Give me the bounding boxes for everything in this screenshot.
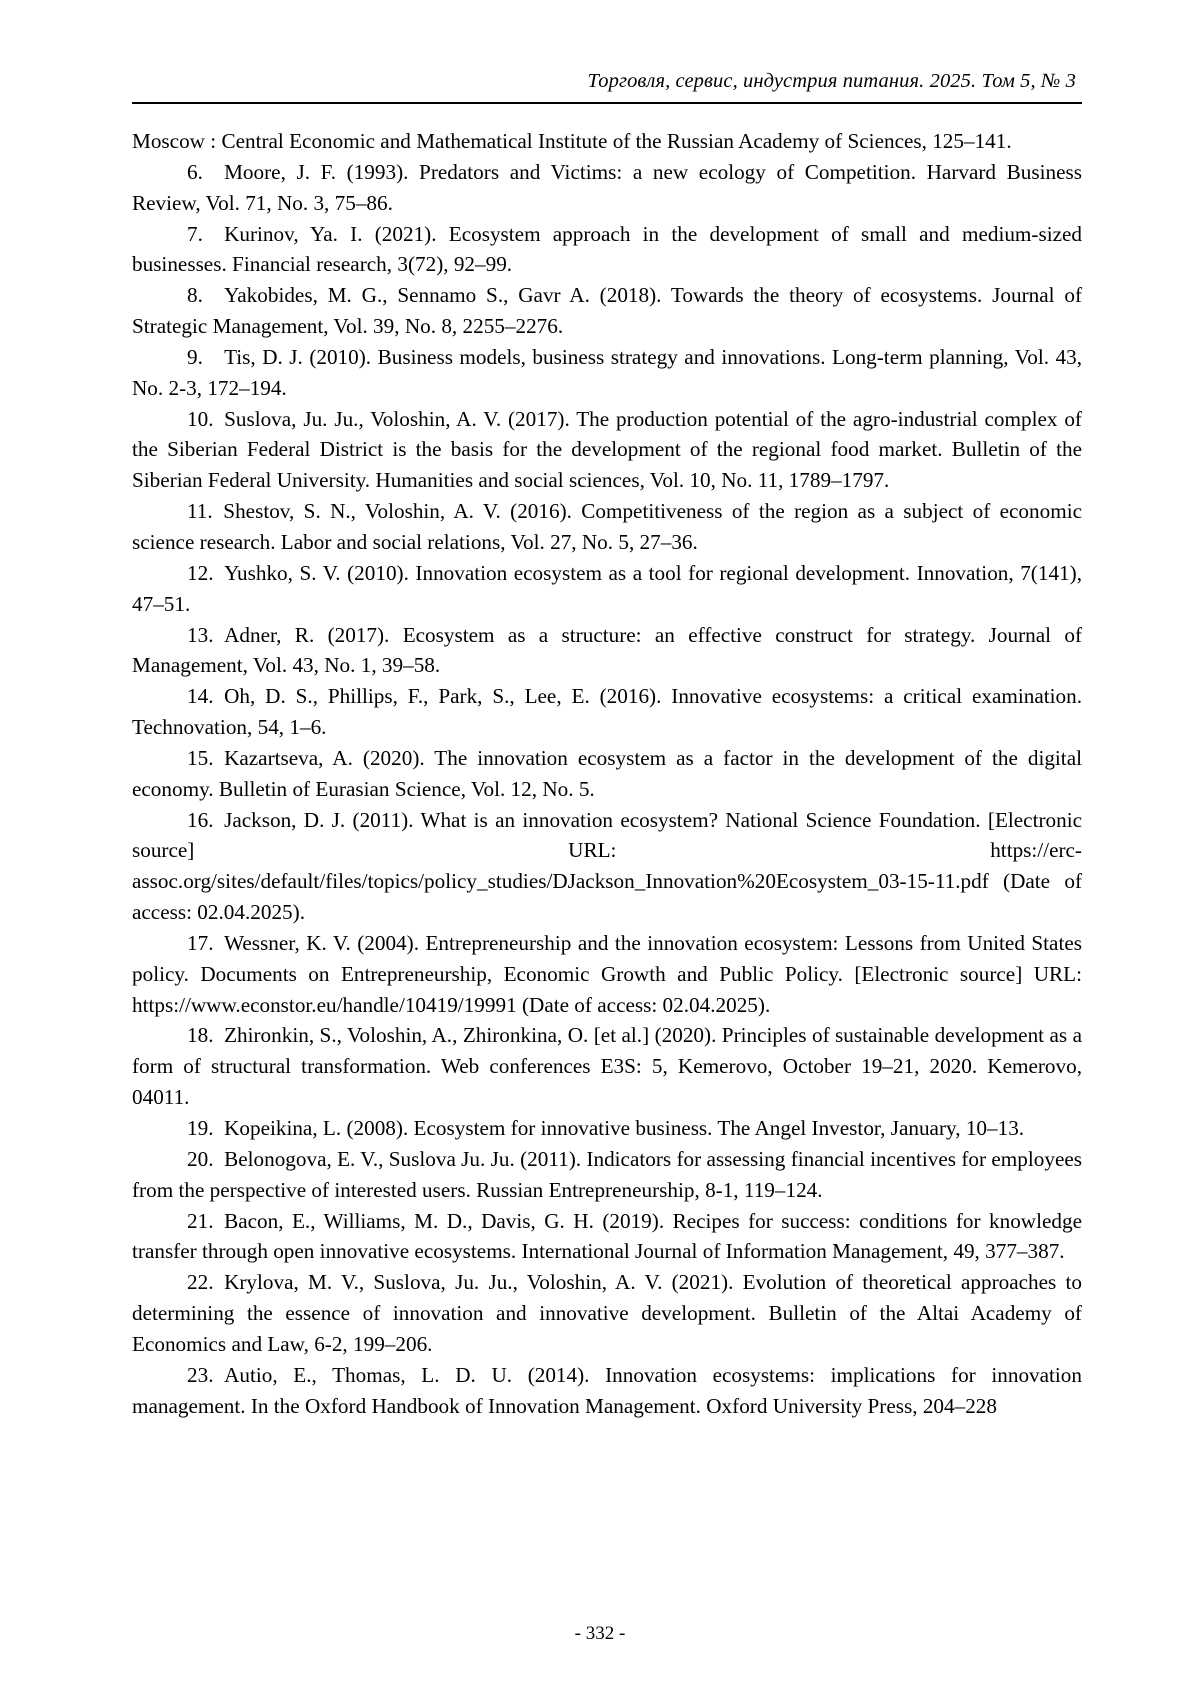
reference-item: 14. Oh, D. S., Phillips, F., Park, S., Lee, E. (2016). Innovative ecosystems: a critical examination. Technovation, 54, 1–6. bbox=[132, 684, 1082, 740]
reference-item: 22. Krylova, M. V., Suslova, Ju. Ju., Voloshin, A. V. (2021). Evolution of theoretical approaches to determining the essence of innovation and innovative development. Bulletin of the Altai Academy of Economics and Law, 6-2, 199–206. bbox=[132, 1270, 1082, 1356]
reference-item: 11. Shestov, S. N., Voloshin, A. V. (2016). Competitiveness of the region as a subject of economic science research. Labor and social relations, Vol. 27, No. 5, 27–36. bbox=[132, 499, 1082, 554]
running-head: Торговля, сервис, индустрия питания. 2025. Том 5, № 3 bbox=[587, 70, 1076, 92]
header-divider bbox=[132, 102, 1082, 104]
reference-item: 12. Yushko, S. V. (2010). Innovation ecosystem as a tool for regional development. Innovation, 7(141), 47–51. bbox=[132, 560, 1082, 616]
reference-item: 8. Yakobides, M. G., Sennamo S., Gavr A. (2018). Towards the theory of ecosystems. Journal of Strategic Management, Vol. 39, No. 8, 2255–2276. bbox=[132, 283, 1082, 339]
page-number: - 332 - bbox=[574, 1623, 626, 1644]
reference-item: 17. Wessner, K. V. (2004). Entrepreneurship and the innovation ecosystem: Lessons from United States policy. Documents on Entrepreneurship, Economic Growth and Public Policy. [Electronic source] URL: https://www.econstor.eu/handle/10419/19991 (Date of access: 02.04.2025). bbox=[132, 930, 1082, 1017]
reference-list bbox=[132, 126, 1082, 1421]
reference-item: 6. Moore, J. F. (1993). Predators and Victims: a new ecology of Competition. Harvard Business Review, Vol. 71, No. 3, 75–86. bbox=[132, 159, 1082, 215]
reference-item: 16. Jackson, D. J. (2011). What is an innovation ecosystem? National Science Foundation. [Electronic source] URL: https://erc-assoc.org/sites/default/files/topics/policy_studies/DJackson_Innovation%20Ecosystem_03-15-11.pdf (Date of access: 02.04.2025). bbox=[132, 807, 1082, 925]
reference-item: 20. Belonogova, E. V., Suslova Ju. Ju. (2011). Indicators for assessing financial incentives for employees from the perspective of interested users. Russian Entrepreneurship, 8-1, 119–124. bbox=[132, 1146, 1082, 1202]
reference-item: 18. Zhironkin, S., Voloshin, A., Zhironkina, O. [et al.] (2020). Principles of sustainable development as a form of structural transformation. Web conferences E3S: 5, Kemerovo, October 19–21, 2020. Kemerovo, 04011. bbox=[132, 1023, 1082, 1110]
reference-item: 13. Adner, R. (2017). Ecosystem as a structure: an effective construct for strategy. Journal of Management, Vol. 43, No. 1, 39–58. bbox=[132, 622, 1082, 678]
reference-item: 10. Suslova, Ju. Ju., Voloshin, A. V. (2017). The production potential of the agro-industrial complex of the Siberian Federal District is the basis for the development of the regional food market. Bulletin of the Siberian Federal University. Humanities and social sciences, Vol. 10, No. 11, 1789–1797. bbox=[132, 406, 1082, 493]
reference-item: 15. Kazartseva, A. (2020). The innovation ecosystem as a factor in the development of the digital economy. Bulletin of Eurasian Science, Vol. 12, No. 5. bbox=[132, 745, 1082, 801]
reference-item: 19. Kopeikina, L. (2008). Ecosystem for innovative business. The Angel Investor, January, 10–13. bbox=[187, 1116, 1025, 1140]
reference-item: 21. Bacon, E., Williams, M. D., Davis, G. H. (2019). Recipes for success: conditions for knowledge transfer through open innovative ecosystems. International Journal of Information Management, 49, 377–387. bbox=[132, 1208, 1082, 1264]
reference-item: 9. Tis, D. J. (2010). Business models, business strategy and innovations. Long-term planning, Vol. 43, No. 2-3, 172–194. bbox=[132, 344, 1082, 400]
reference-item: 7. Kurinov, Ya. I. (2021). Ecosystem approach in the development of small and medium-sized businesses. Financial research, 3(72), 92–99. bbox=[132, 221, 1082, 277]
reference-item: 23. Autio, E., Thomas, L. D. U. (2014). Innovation ecosystems: implications for innovation management. In the Oxford Handbook of Innovation Management. Oxford University Press, 204–228 bbox=[132, 1362, 1082, 1418]
continued-paragraph: Moscow : Central Economic and Mathematical Institute of the Russian Academy of Sciences, 125–141. bbox=[132, 129, 1012, 153]
